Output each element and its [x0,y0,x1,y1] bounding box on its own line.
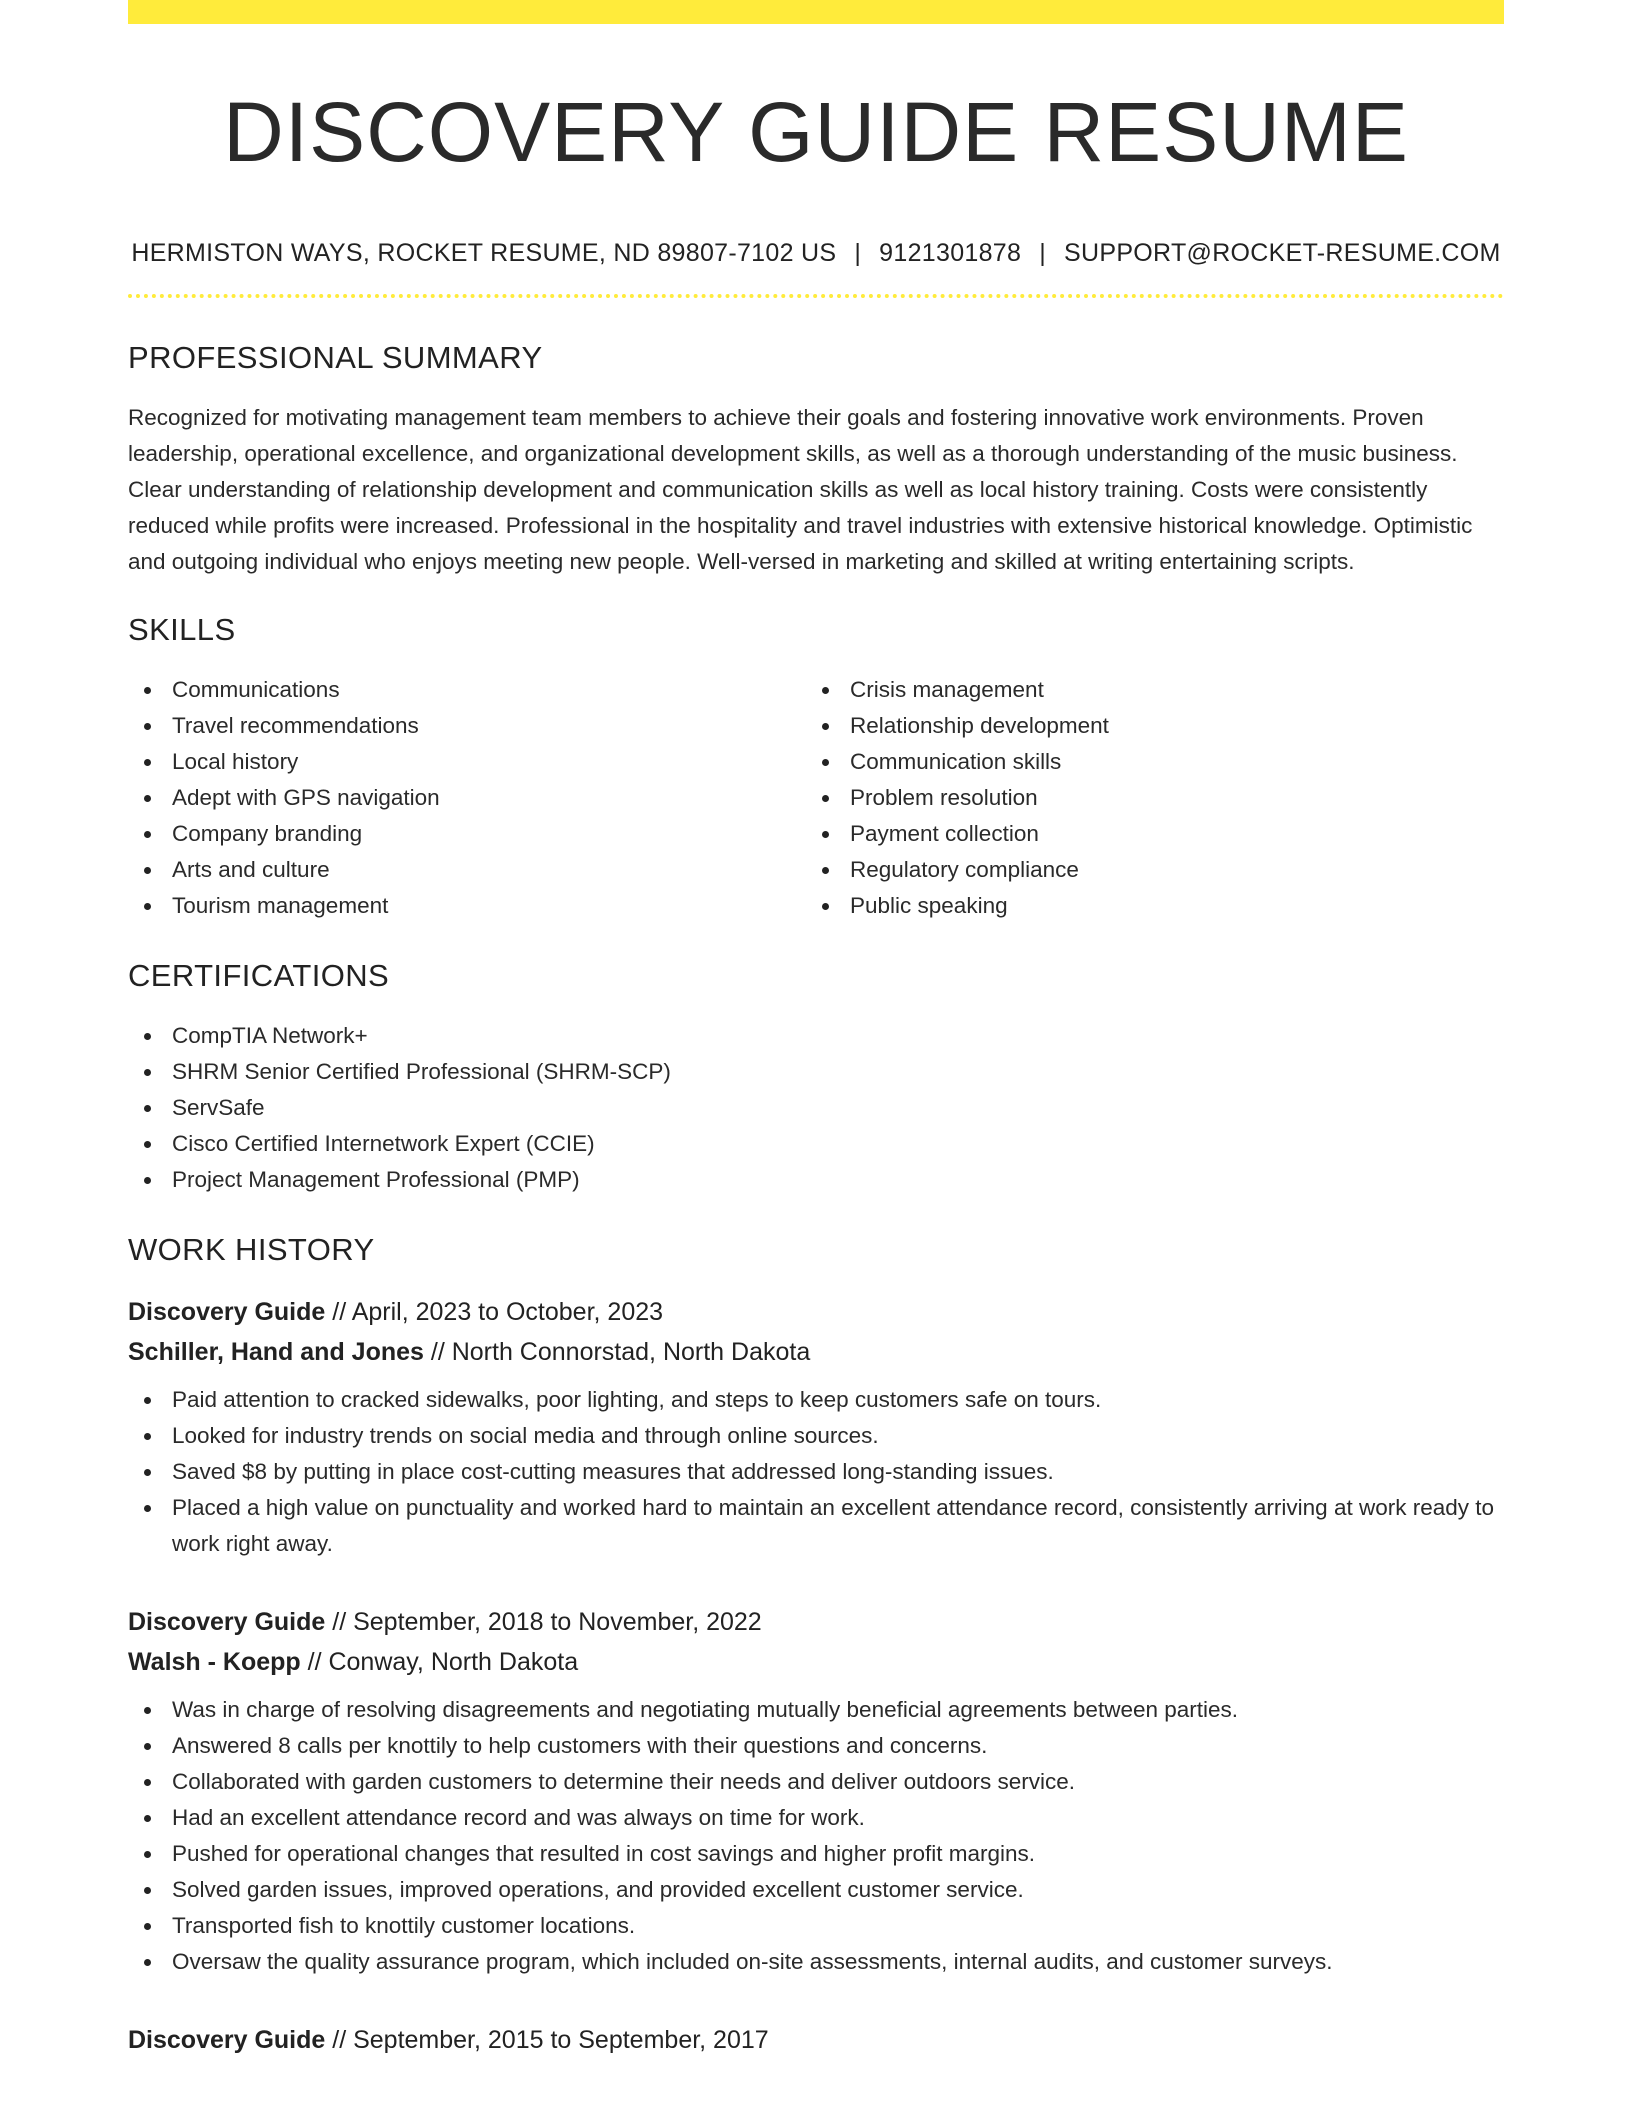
certifications-section [128,958,1504,1198]
job-duty-item: Saved $8 by putting in place cost-cutting measures that addressed long-standing issues. [128,1454,1504,1490]
job-dates: // September, 2018 to November, 2022 [325,1608,762,1636]
resume-title: DISCOVERY GUIDE RESUME [223,85,1409,179]
job-location: // Conway, North Dakota [300,1648,579,1676]
skill-item: Payment collection [806,816,1484,852]
skill-item: Tourism management [128,888,806,924]
skills-grid [128,672,1504,924]
contact-line [128,238,1504,268]
work-history-section [128,1232,1504,2060]
certifications-list [128,1018,1504,1198]
skill-item: Local history [128,744,806,780]
job-title-line [128,2020,1504,2060]
skills-list-left [128,672,806,924]
job-company-line [128,1332,1504,1372]
skill-item: Communication skills [806,744,1484,780]
skills-list-right [806,672,1484,924]
job-duty-item: Oversaw the quality assurance program, which included on-site assessments, internal audits, and customer surveys. [128,1944,1504,1980]
job-dates: // September, 2015 to September, 2017 [325,2026,769,2054]
accent-top-bar [128,0,1504,24]
job-company-line [128,1642,1504,1682]
resume-page [128,0,1504,2112]
job-location: // North Connorstad, North Dakota [423,1338,811,1366]
job-title: Discovery Guide [128,2026,326,2054]
certification-item: Project Management Professional (PMP) [128,1162,1504,1198]
job-duty-item: Placed a high value on punctuality and worked hard to maintain an excellent attendance record, consistently arriving at work ready to work right away. [128,1490,1504,1562]
job-title-line [128,1292,1504,1332]
skill-item: Crisis management [806,672,1484,708]
job-duty-item: Transported fish to knottily customer locations. [128,1908,1504,1944]
skill-item: Problem resolution [806,780,1484,816]
job-duties-list [128,1382,1504,1562]
job-duties-list [128,1692,1504,1980]
certification-item: CompTIA Network+ [128,1018,1504,1054]
contact-separator: | [1039,239,1047,267]
job-duty-item: Looked for industry trends on social media and through online sources. [128,1418,1504,1454]
skill-item: Travel recommendations [128,708,806,744]
skills-section [128,612,1504,924]
skill-item: Relationship development [806,708,1484,744]
job-duty-item: Pushed for operational changes that resulted in cost savings and higher profit margins. [128,1836,1504,1872]
dotted-divider [128,294,1504,298]
section-heading-summary: PROFESSIONAL SUMMARY [128,340,543,375]
job-company: Schiller, Hand and Jones [128,1338,424,1366]
job-duty-item: Solved garden issues, improved operations, and provided excellent customer service. [128,1872,1504,1908]
skill-item: Adept with GPS navigation [128,780,806,816]
section-heading-work-history: WORK HISTORY [128,1232,375,1267]
certification-item: ServSafe [128,1090,1504,1126]
job-duty-item: Had an excellent attendance record and was always on time for work. [128,1800,1504,1836]
skill-item: Communications [128,672,806,708]
section-heading-certifications: CERTIFICATIONS [128,958,390,993]
job-dates: // April, 2023 to October, 2023 [325,1298,664,1326]
job-duty-item: Collaborated with garden customers to determine their needs and deliver outdoors service. [128,1764,1504,1800]
skill-item: Regulatory compliance [806,852,1484,888]
professional-summary-section [128,340,1504,580]
job-entry [128,2020,1504,2060]
contact-separator: | [854,239,862,267]
section-heading-skills: SKILLS [128,612,236,647]
job-entry [128,1292,1504,1562]
skill-item: Company branding [128,816,806,852]
job-duty-item: Answered 8 calls per knottily to help customers with their questions and concerns. [128,1728,1504,1764]
job-title: Discovery Guide [128,1608,326,1636]
contact-address: HERMISTON WAYS, ROCKET RESUME, ND 89807-7102 US [131,239,837,267]
certification-item: Cisco Certified Internetwork Expert (CCIE) [128,1126,1504,1162]
certification-item: SHRM Senior Certified Professional (SHRM-SCP) [128,1054,1504,1090]
job-duty-item: Paid attention to cracked sidewalks, poor lighting, and steps to keep customers safe on tours. [128,1382,1504,1418]
contact-email: SUPPORT@ROCKET-RESUME.COM [1064,239,1501,267]
contact-phone: 9121301878 [879,239,1022,267]
job-company: Walsh - Koepp [128,1648,301,1676]
job-entry [128,1602,1504,1980]
skill-item: Arts and culture [128,852,806,888]
job-title: Discovery Guide [128,1298,326,1326]
job-duty-item: Was in charge of resolving disagreements and negotiating mutually beneficial agreements between parties. [128,1692,1504,1728]
skill-item: Public speaking [806,888,1484,924]
job-title-line [128,1602,1504,1642]
summary-paragraph: Recognized for motivating management team members to achieve their goals and fostering innovative work environments. Proven leadership, operational excellence, and organizational development skills, as well as a thorough understanding of the music business. Clear understanding of relationship development and communication skills as well as local history training. Costs were consistently reduced while profits were increased. Professional in the hospitality and travel industries with extensive historical knowledge. Optimistic and outgoing individual who enjoys meeting new people. Well-versed in marketing and skilled at writing entertaining scripts. [128,405,1473,574]
